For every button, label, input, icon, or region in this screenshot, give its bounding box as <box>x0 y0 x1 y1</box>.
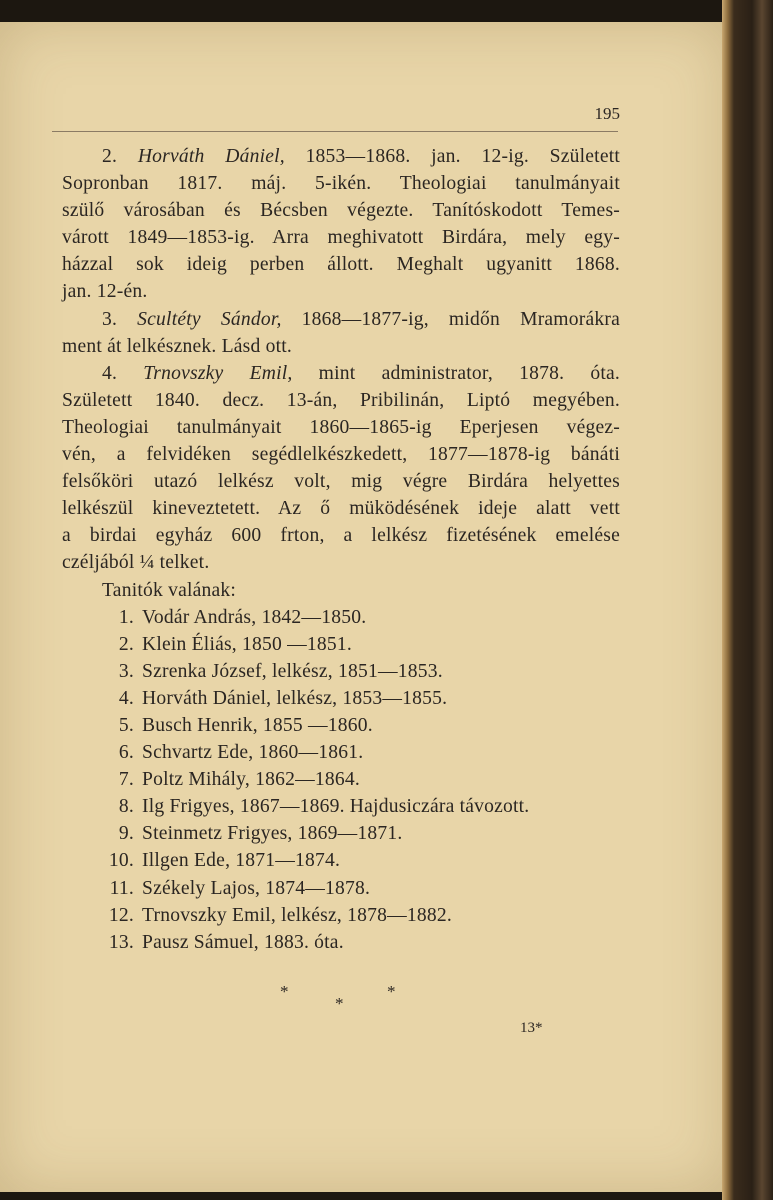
list-item: 7. Poltz Mihály, 1862—1864. <box>118 769 360 791</box>
teachers-list <box>62 604 620 956</box>
list-item: 10. Illgen Ede, 1871—1874. <box>108 850 341 872</box>
list-item: 11. Székely Lajos, 1874—1878. <box>109 877 371 899</box>
entry-line: 2. Horváth Dániel, 1853—1868. jan. 12-ig. Született <box>102 146 620 167</box>
entry-line: Sopronban 1817. máj. 5-ikén. Theologiai tanulmányait <box>62 173 620 195</box>
entry-line: vén, a felvidéken segédlelkészkedett, 1877—1878-ig bánáti <box>62 444 620 466</box>
entry-line: lelkészül kineveztetett. Az ő müködésének ideje alatt vett <box>62 498 620 520</box>
list-item: 8. Ilg Frigyes, 1867—1869. Hajdusiczára távozott. <box>118 796 530 818</box>
list-item: 3. Szrenka József, lelkész, 1851—1853. <box>118 660 443 682</box>
entry-line: felsőköri utazó lelkész volt, mig végre Birdára helyettes <box>62 471 620 493</box>
person-name: Trnovszky Emil, <box>143 362 293 384</box>
list-item: 12. Trnovszky Emil, lelkész, 1878—1882. <box>108 904 452 926</box>
list-item: 1. Vodár András, 1842—1850. <box>118 606 367 628</box>
list-item: 5. Busch Henrik, 1855 —1860. <box>118 714 373 736</box>
page-body <box>62 143 620 956</box>
teachers-heading: Tanitók valának: <box>102 579 237 601</box>
person-name: Scultéty Sándor, <box>137 308 282 330</box>
section-stars <box>260 982 420 1022</box>
printer-signature: 13* <box>520 1020 543 1036</box>
asterisk: * <box>335 994 344 1013</box>
list-item: 13. Pausz Sámuel, 1883. óta. <box>108 931 344 953</box>
entry-line: szülő városában és Bécsben végezte. Tanítóskodott Temes- <box>62 200 620 222</box>
list-item: 4. Horváth Dániel, lelkész, 1853—1855. <box>118 687 448 709</box>
list-item: 9. Steinmetz Frigyes, 1869—1871. <box>118 823 403 845</box>
entry-line: ment át lelkésznek. Lásd ott. <box>62 335 292 357</box>
list-item: 2. Klein Éliás, 1850 —1851. <box>118 633 352 655</box>
book-spine <box>722 0 773 1200</box>
entry-line: házzal sok ideig perben állott. Meghalt ugyanitt 1868. <box>62 254 620 276</box>
page-number: 195 <box>594 104 620 123</box>
entry-line: várott 1849—1853-ig. Arra meghivatott Birdára, mely egy- <box>62 227 620 249</box>
entry-line: Theologiai tanulmányait 1860—1865-ig Eperjesen végez- <box>62 416 620 438</box>
entry-line: 3. Scultéty Sándor, 1868—1877-ig, midőn Mramorákra <box>102 308 620 330</box>
entry-line: czéljából ¼ telket. <box>62 552 210 574</box>
header-rule <box>52 131 618 132</box>
asterisk: * <box>280 982 289 1001</box>
asterisk: * <box>387 982 396 1001</box>
entry-line: 4. Trnovszky Emil, mint administrator, 1878. óta. <box>102 362 620 384</box>
list-item: 6. Schvartz Ede, 1860—1861. <box>118 742 364 764</box>
entry-line: a birdai egyház 600 frton, a lelkész fizetésének emelése <box>62 525 620 547</box>
entry-line: jan. 12-én. <box>62 281 148 303</box>
person-name: Horváth Dániel, <box>137 146 285 167</box>
entry-line: Született 1840. decz. 13-án, Pribilinán, Liptó megyében. <box>62 389 620 411</box>
